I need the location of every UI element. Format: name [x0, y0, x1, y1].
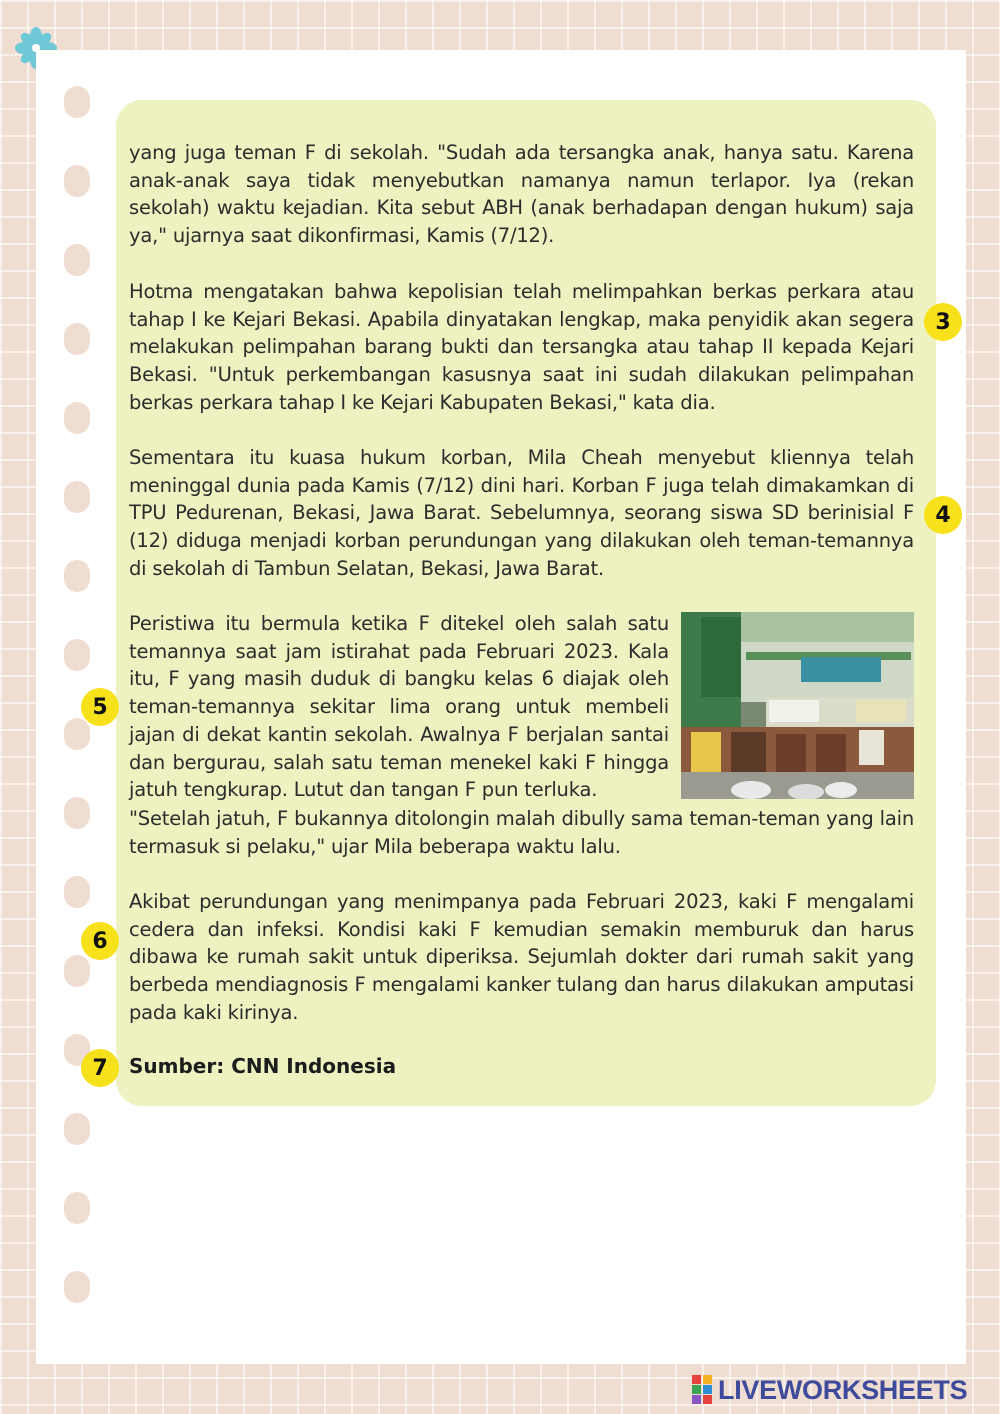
binder-hole [64, 797, 90, 829]
binder-hole [64, 876, 90, 908]
binder-hole [64, 560, 90, 592]
school-photo [681, 612, 914, 799]
liveworksheets-logo-icon [692, 1375, 712, 1405]
number-badge-5: 5 [81, 688, 119, 726]
brand-name: LIVEWORKSHEETS [718, 1374, 968, 1405]
binder-hole [64, 1271, 90, 1303]
binder-hole [64, 86, 90, 118]
paragraph-4: Peristiwa itu bermula ketika F ditekel oleh salah satu temannya saat jam istirahat pada Februari 2023. Kala itu, F yang masih duduk di bangku kelas 6 diajak oleh teman-temannya sekitar lima orang untuk membeli jajan di dekat kantin sekolah. Awalnya F berjalan santai dan bergurau, salah satu teman menekel kaki F hingga jatuh tengkurap. Lutut dan tangan F pun terluka. [129, 612, 669, 802]
liveworksheets-brand [692, 1373, 967, 1407]
paragraph-1: yang juga teman F di sekolah. "Sudah ada tersangka anak, hanya satu. Karena anak-anak saya tidak menyebutkan namanya namun terlapor. Iya (rekan sekolah) waktu kejadian. Kita sebut ABH (anak berhadapan dengan hukum) saja ya," ujarnya saat dikonfirmasi, Kamis (7/12). [129, 141, 914, 248]
binder-hole [64, 955, 90, 987]
binder-hole [64, 718, 90, 750]
binder-hole [64, 244, 90, 276]
paragraph-4-quote: "Setelah jatuh, F bukannya ditolongin malah dibully sama teman-teman yang lain termasuk si pelaku," ujar Mila beberapa waktu lalu. [129, 807, 914, 858]
binder-hole [64, 402, 90, 434]
worksheet-page [36, 50, 966, 1364]
binder-hole [64, 1113, 90, 1145]
source-credit: Sumber: CNN Indonesia [129, 1054, 397, 1078]
binder-hole [64, 165, 90, 197]
number-badge-3: 3 [924, 303, 962, 341]
number-badge-4: 4 [924, 496, 962, 534]
paragraph-3: Sementara itu kuasa hukum korban, Mila Cheah menyebut kliennya telah meninggal dunia pada Kamis (7/12) dini hari. Korban F juga telah dimakamkan di TPU Pedurenan, Bekasi, Jawa Barat. Sebelumnya, seorang siswa SD berinisial F (12) diduga menjadi korban perundungan yang dilakukan oleh teman-temannya di sekolah di Tambun Selatan, Bekasi, Jawa Barat. [129, 446, 914, 580]
binder-hole [64, 639, 90, 671]
number-badge-7: 7 [81, 1049, 119, 1087]
number-badge-6: 6 [81, 922, 119, 960]
binder-hole [64, 323, 90, 355]
binder-hole [64, 1192, 90, 1224]
paragraph-2: Hotma mengatakan bahwa kepolisian telah melimpahkan berkas perkara atau tahap I ke Kejari Bekasi. Apabila dinyatakan lengkap, maka penyidik akan segera melakukan pelimpahan barang bukti dan tersangka atau tahap II kepada Kejari Bekasi. "Untuk perkembangan kasusnya saat ini sudah dilakukan pelimpahan berkas perkara tahap I ke Kejari Kabupaten Bekasi," kata dia. [129, 280, 914, 414]
binder-hole [64, 481, 90, 513]
paragraph-5: Akibat perundungan yang menimpanya pada Februari 2023, kaki F mengalami cedera dan infeksi. Kondisi kaki F kemudian semakin memburuk dan harus dibawa ke rumah sakit untuk diperiksa. Sejumlah dokter dari rumah sakit yang berbeda mendiagnosis F mengalami kanker tulang dan harus dilakukan amputasi pada kaki kirinya. [129, 890, 914, 1024]
